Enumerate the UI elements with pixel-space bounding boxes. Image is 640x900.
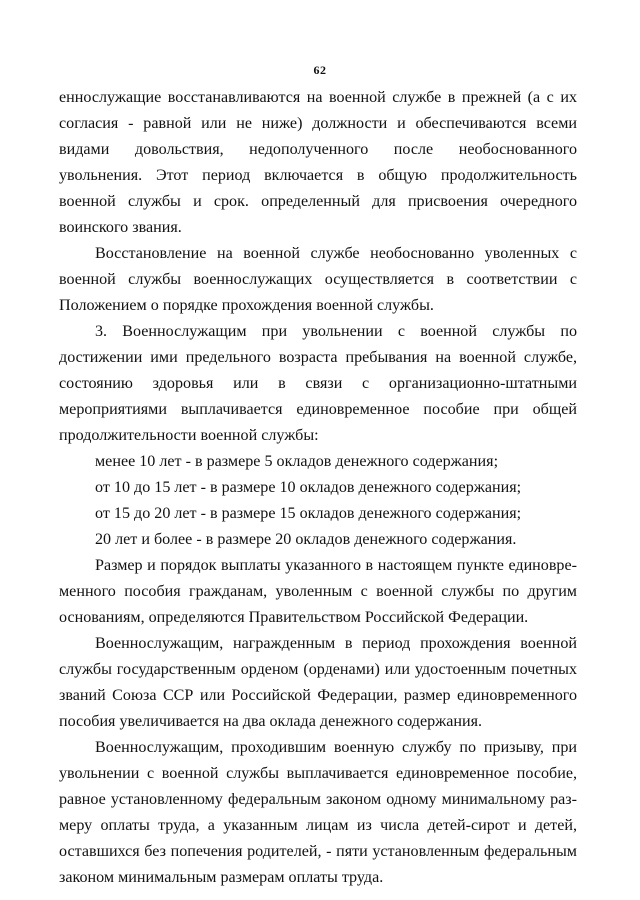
- paragraph-other-grounds: Размер и порядок выплаты указанного в настоящем пункте единовременного пособия гражданам, уволенным с военной службы по другим основаниям, определяются Правительством Российской Федерации.: [59, 557, 577, 626]
- allowance-list: [59, 449, 577, 553]
- document-body: [59, 85, 577, 891]
- paragraph-conscripts: Военнослужащим, проходившим военную службу по призыву, при увольнении с военной службы выплачивается единовременное пособие, равное установленному федеральным законом одному минимальному размеру оплаты труда, а указанным лицам из числа детей-сирот и детей, оставшихся без попечения родителей, - пяти установленным федеральным законом минимальным размерам оплаты труда.: [59, 739, 577, 886]
- list-item: менее 10 лет - в размере 5 окладов денежного содержания;: [95, 453, 499, 470]
- list-item: от 10 до 15 лет - в размере 10 окладов денежного содержания;: [95, 479, 522, 496]
- paragraph-continuation: еннослужащие восстанавливаются на военной службе в прежней (а с их согласия - равной или не ниже) должности и обеспечиваются всеми видами довольствия, недополученного после необоснованного увольнения. Этот период включается в общую продолжительность военной службы и срок. определенный для присвоения очередного воинского звания.: [59, 89, 577, 236]
- paragraph-awards: Военнослужащим, награжденным в период прохождения военной службы государственным орденом (орденами) или удостоенным почетных званий Союза ССР или Российской Федерации, размер единовременного пособия увеличивается на два оклада денежного содержания.: [59, 635, 577, 730]
- page-number: 62: [313, 63, 327, 77]
- paragraph-reinstatement: Восстановление на военной службе необоснованно уволенных с военной службы военнослужащих осуществляется в соответствии с Положением о порядке прохождения военной службы.: [59, 245, 577, 314]
- list-item: 20 лет и более - в размере 20 окладов денежного содержания.: [95, 531, 517, 548]
- list-item: от 15 до 20 лет - в размере 15 окладов денежного содержания;: [95, 505, 522, 522]
- paragraph-item-3: 3. Военнослужащим при увольнении с военной службы по достижении ими предельного возраста пребывания на военной службе, состоянию здоровья или в связи с организационно-штатными мероприятиями выплачивается единовременное пособие при общей продолжительности военной службы:: [59, 323, 577, 444]
